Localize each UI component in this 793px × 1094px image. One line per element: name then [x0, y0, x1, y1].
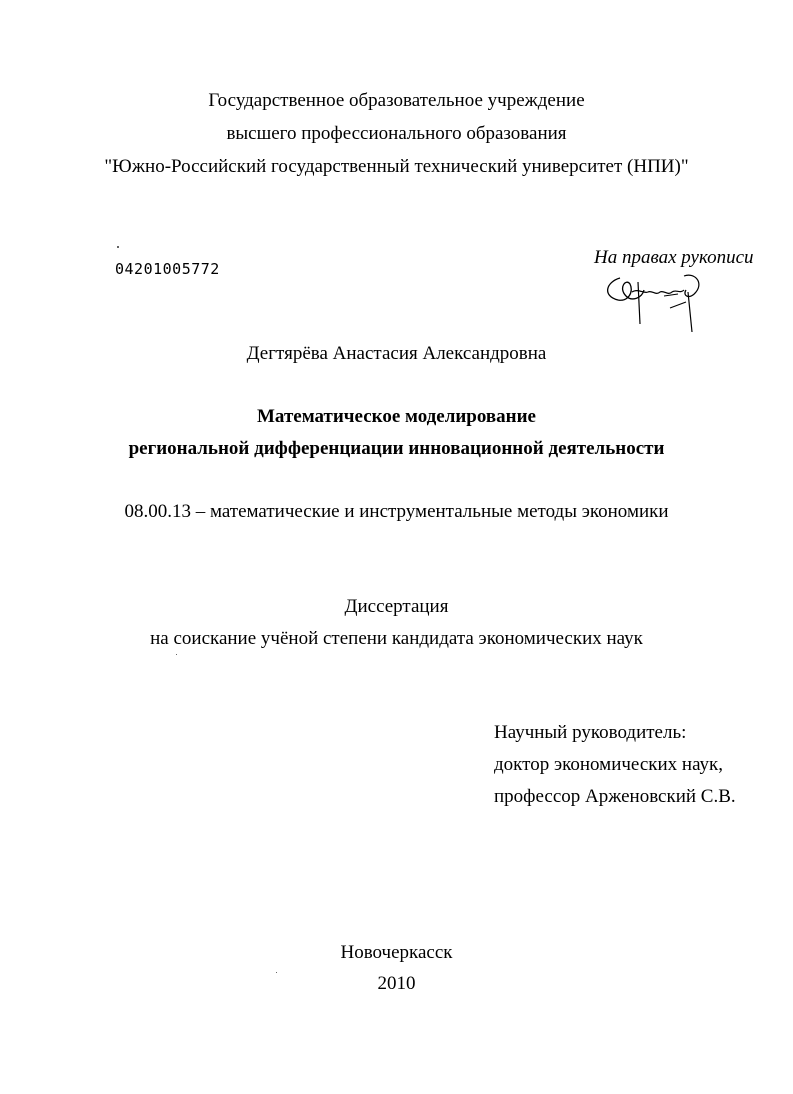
- institution-line-3: "Южно-Российский государственный технический университет (НПИ)": [104, 156, 689, 177]
- scan-speck: [176, 654, 177, 655]
- advisor-name: профессор Арженовский С.В.: [494, 786, 736, 807]
- scan-speck: [117, 246, 119, 248]
- rights-note: На правах рукописи: [594, 247, 754, 268]
- dissertation-title-line-1: Математическое моделирование: [257, 406, 536, 427]
- work-type: Диссертация: [344, 596, 449, 617]
- institution-line-2: высшего профессионального образования: [226, 123, 567, 144]
- advisor-label: Научный руководитель:: [494, 722, 687, 743]
- specialty-code: 08.00.13 – математические и инструментальные методы экономики: [124, 501, 669, 522]
- degree-sought: на соискание учёной степени кандидата экономических наук: [150, 628, 643, 649]
- year: 2010: [377, 973, 416, 994]
- stamp-number: 04201005772: [115, 260, 220, 278]
- advisor-degree: доктор экономических наук,: [494, 754, 724, 775]
- city: Новочеркасск: [340, 942, 453, 963]
- author-name: Дегтярёва Анастасия Александровна: [246, 343, 547, 364]
- institution-line-1: Государственное образовательное учреждение: [208, 90, 585, 111]
- dissertation-title-line-2: региональной дифференциации инновационной деятельности: [128, 438, 665, 459]
- signature-image: [598, 262, 710, 334]
